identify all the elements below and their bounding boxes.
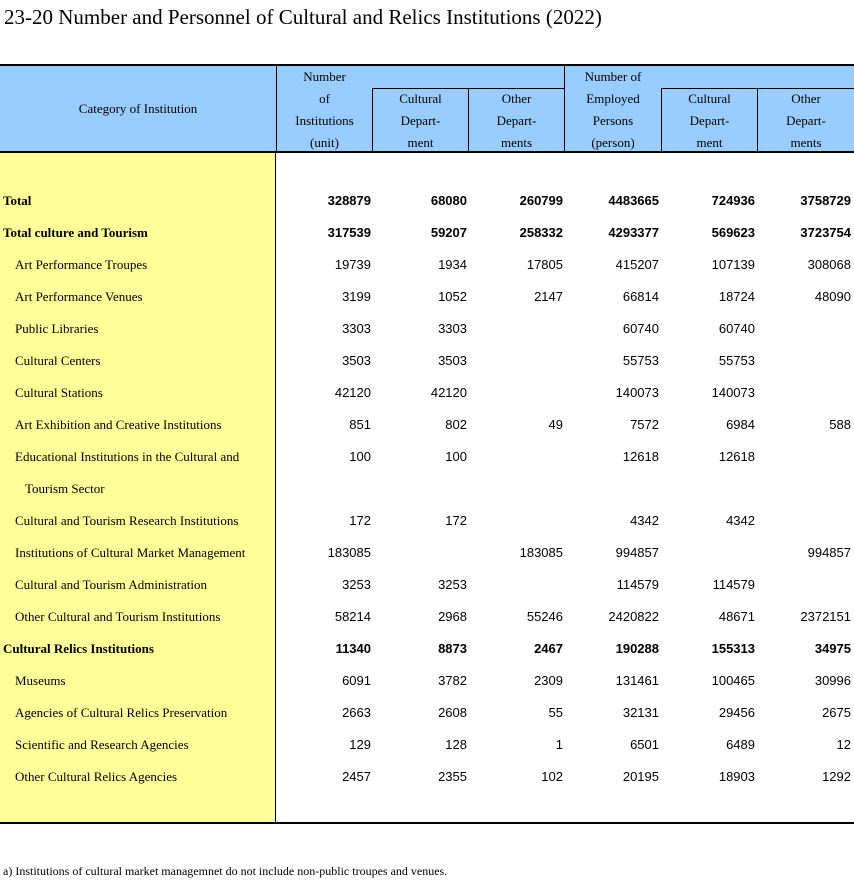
cell-value: 183085 (519, 545, 563, 560)
row-label: Art Performance Troupes (15, 257, 148, 272)
cell-value: 2968 (438, 609, 467, 624)
cell-value: 2675 (822, 705, 851, 720)
header-pers-other-depts: Other Depart- ments (786, 91, 826, 150)
cell-value: 3503 (342, 353, 371, 368)
row-label: Total (3, 193, 32, 208)
cell-value: 128 (445, 737, 467, 752)
cell-value: 12618 (718, 449, 755, 464)
cell-value: 19739 (334, 257, 371, 272)
cell-value: 55 (548, 705, 563, 720)
cell-value: 1934 (438, 257, 467, 272)
cell-value: 415207 (615, 257, 659, 272)
cell-value: 260799 (519, 193, 563, 208)
cell-value: 48671 (718, 609, 755, 624)
cell-value: 129 (349, 737, 371, 752)
cell-value: 100 (445, 449, 467, 464)
cell-value: 994857 (615, 545, 659, 560)
cell-value: 30996 (814, 673, 851, 688)
cell-value: 58214 (334, 609, 371, 624)
row-label: Scientific and Research Agencies (15, 737, 189, 752)
table-row (0, 313, 854, 345)
cell-value: 994857 (807, 545, 851, 560)
cell-value: 114579 (712, 577, 755, 592)
cell-value: 48090 (814, 289, 851, 304)
cell-value: 802 (445, 417, 467, 432)
cell-value: 2467 (534, 641, 563, 656)
cell-value: 140073 (711, 385, 755, 400)
row-label: Art Exhibition and Creative Institutions (15, 417, 222, 432)
cell-value: 3782 (438, 673, 467, 688)
cell-value: 32131 (622, 705, 659, 720)
row-label: Cultural Relics Institutions (3, 641, 154, 656)
cell-value: 7572 (630, 417, 659, 432)
cell-value: 4342 (726, 513, 755, 528)
table-row (0, 441, 854, 473)
cell-value: 18903 (718, 769, 755, 784)
table-row (0, 569, 854, 601)
header-inst-cultural-dept: Cultural Depart- ment (399, 91, 442, 150)
table-row (0, 217, 854, 249)
table-row (0, 377, 854, 409)
row-label: Cultural and Tourism Research Institutions (15, 513, 239, 528)
cell-value: 3723754 (800, 225, 851, 240)
row-label: Institutions of Cultural Market Management (15, 545, 246, 560)
cell-value: 2457 (342, 769, 371, 784)
table-row (0, 537, 854, 569)
row-label: Cultural Centers (15, 353, 101, 368)
row-label: Other Cultural Relics Agencies (15, 769, 178, 784)
cell-value: 29456 (718, 705, 755, 720)
row-label: Museums (15, 673, 66, 688)
table-row (0, 729, 854, 761)
table-row (0, 697, 854, 729)
cell-value: 3303 (438, 321, 467, 336)
cell-value: 183085 (327, 545, 371, 560)
row-label: Educational Institutions in the Cultural and (15, 449, 240, 464)
cell-value: 131461 (615, 673, 659, 688)
cell-value: 1292 (822, 769, 851, 784)
row-label: Agencies of Cultural Relics Preservation (15, 705, 228, 720)
cell-value: 34975 (814, 641, 851, 656)
cell-value: 6489 (726, 737, 755, 752)
cell-value: 68080 (430, 193, 467, 208)
table-row (0, 409, 854, 441)
cell-value: 724936 (711, 193, 755, 208)
table-title: 23-20 Number and Personnel of Cultural and Relics Institutions (2022) (4, 5, 602, 29)
cell-value: 569623 (711, 225, 755, 240)
cell-value: 12 (836, 737, 851, 752)
cell-value: 2355 (438, 769, 467, 784)
table-row (0, 473, 854, 505)
cell-value: 4342 (630, 513, 659, 528)
header-category: Category of Institution (78, 100, 198, 116)
cell-value: 102 (541, 769, 563, 784)
cell-value: 4293377 (608, 225, 659, 240)
cell-value: 55753 (622, 353, 659, 368)
cell-value: 308068 (807, 257, 851, 272)
cell-value: 1052 (438, 289, 467, 304)
table-row (0, 249, 854, 281)
cell-value: 172 (445, 513, 467, 528)
cell-value: 317539 (327, 225, 371, 240)
cell-value: 2309 (534, 673, 563, 688)
cell-value: 155313 (711, 641, 755, 656)
cell-value: 258332 (519, 225, 563, 240)
cell-value: 100465 (711, 673, 755, 688)
table-row (0, 633, 854, 665)
cell-value: 55246 (526, 609, 563, 624)
cell-value: 6091 (342, 673, 371, 688)
cell-value: 4483665 (608, 193, 659, 208)
cell-value: 2372151 (800, 609, 851, 624)
table-bottom-rule (0, 822, 854, 824)
row-label: Cultural Stations (15, 385, 103, 400)
table-row (0, 505, 854, 537)
cell-value: 55753 (718, 353, 755, 368)
cell-value: 20195 (622, 769, 659, 784)
cell-value: 3253 (342, 577, 371, 592)
header-employed-persons: Number of Employed Persons (person) (584, 69, 642, 150)
cell-value: 114579 (616, 577, 659, 592)
cell-value: 49 (548, 417, 563, 432)
cell-value: 588 (829, 417, 851, 432)
cell-value: 107139 (711, 257, 755, 272)
cell-value: 12618 (622, 449, 659, 464)
cell-value: 140073 (615, 385, 659, 400)
cell-value: 42120 (334, 385, 371, 400)
cell-value: 2147 (534, 289, 563, 304)
header-institutions: Number of Institutions (unit) (295, 69, 354, 150)
table-header (0, 64, 854, 153)
cell-value: 60740 (718, 321, 755, 336)
cell-value: 3253 (438, 577, 467, 592)
cell-value: 3758729 (800, 193, 851, 208)
row-label: Other Cultural and Tourism Institutions (15, 609, 221, 624)
cell-value: 851 (349, 417, 371, 432)
cell-value: 3303 (342, 321, 371, 336)
cell-value: 2420822 (608, 609, 659, 624)
cell-value: 6501 (630, 737, 659, 752)
header-pers-cultural-dept: Cultural Depart- ment (688, 91, 731, 150)
cell-value: 190288 (615, 641, 659, 656)
row-label: Cultural and Tourism Administration (15, 577, 208, 592)
row-label: Total culture and Tourism (3, 225, 148, 240)
cell-value: 18724 (718, 289, 755, 304)
cell-value: 11340 (335, 641, 371, 656)
cell-value: 8873 (438, 641, 467, 656)
table-body (0, 185, 854, 793)
table-row (0, 345, 854, 377)
table-row (0, 185, 854, 217)
row-label: Art Performance Venues (15, 289, 143, 304)
cell-value: 60740 (622, 321, 659, 336)
table-row (0, 601, 854, 633)
cell-value: 42120 (430, 385, 467, 400)
cell-value: 6984 (726, 417, 755, 432)
cell-value: 2608 (438, 705, 467, 720)
table-row (0, 665, 854, 697)
cell-value: 3199 (342, 289, 371, 304)
footnote: a) Institutions of cultural market managemnet do not include non-public troupes and venues. (3, 864, 448, 878)
cell-value: 328879 (327, 193, 371, 208)
row-label: Public Libraries (15, 321, 99, 336)
cell-value: 17805 (526, 257, 563, 272)
cell-value: 2663 (342, 705, 371, 720)
header-inst-other-depts: Other Depart- ments (496, 91, 537, 150)
cell-value: 66814 (622, 289, 659, 304)
row-label: Tourism Sector (25, 481, 105, 496)
table-row (0, 761, 854, 793)
cell-value: 59207 (430, 225, 467, 240)
cell-value: 172 (349, 513, 371, 528)
cell-value: 100 (349, 449, 371, 464)
cell-value: 3503 (438, 353, 467, 368)
table-row (0, 281, 854, 313)
cell-value: 1 (555, 737, 563, 752)
